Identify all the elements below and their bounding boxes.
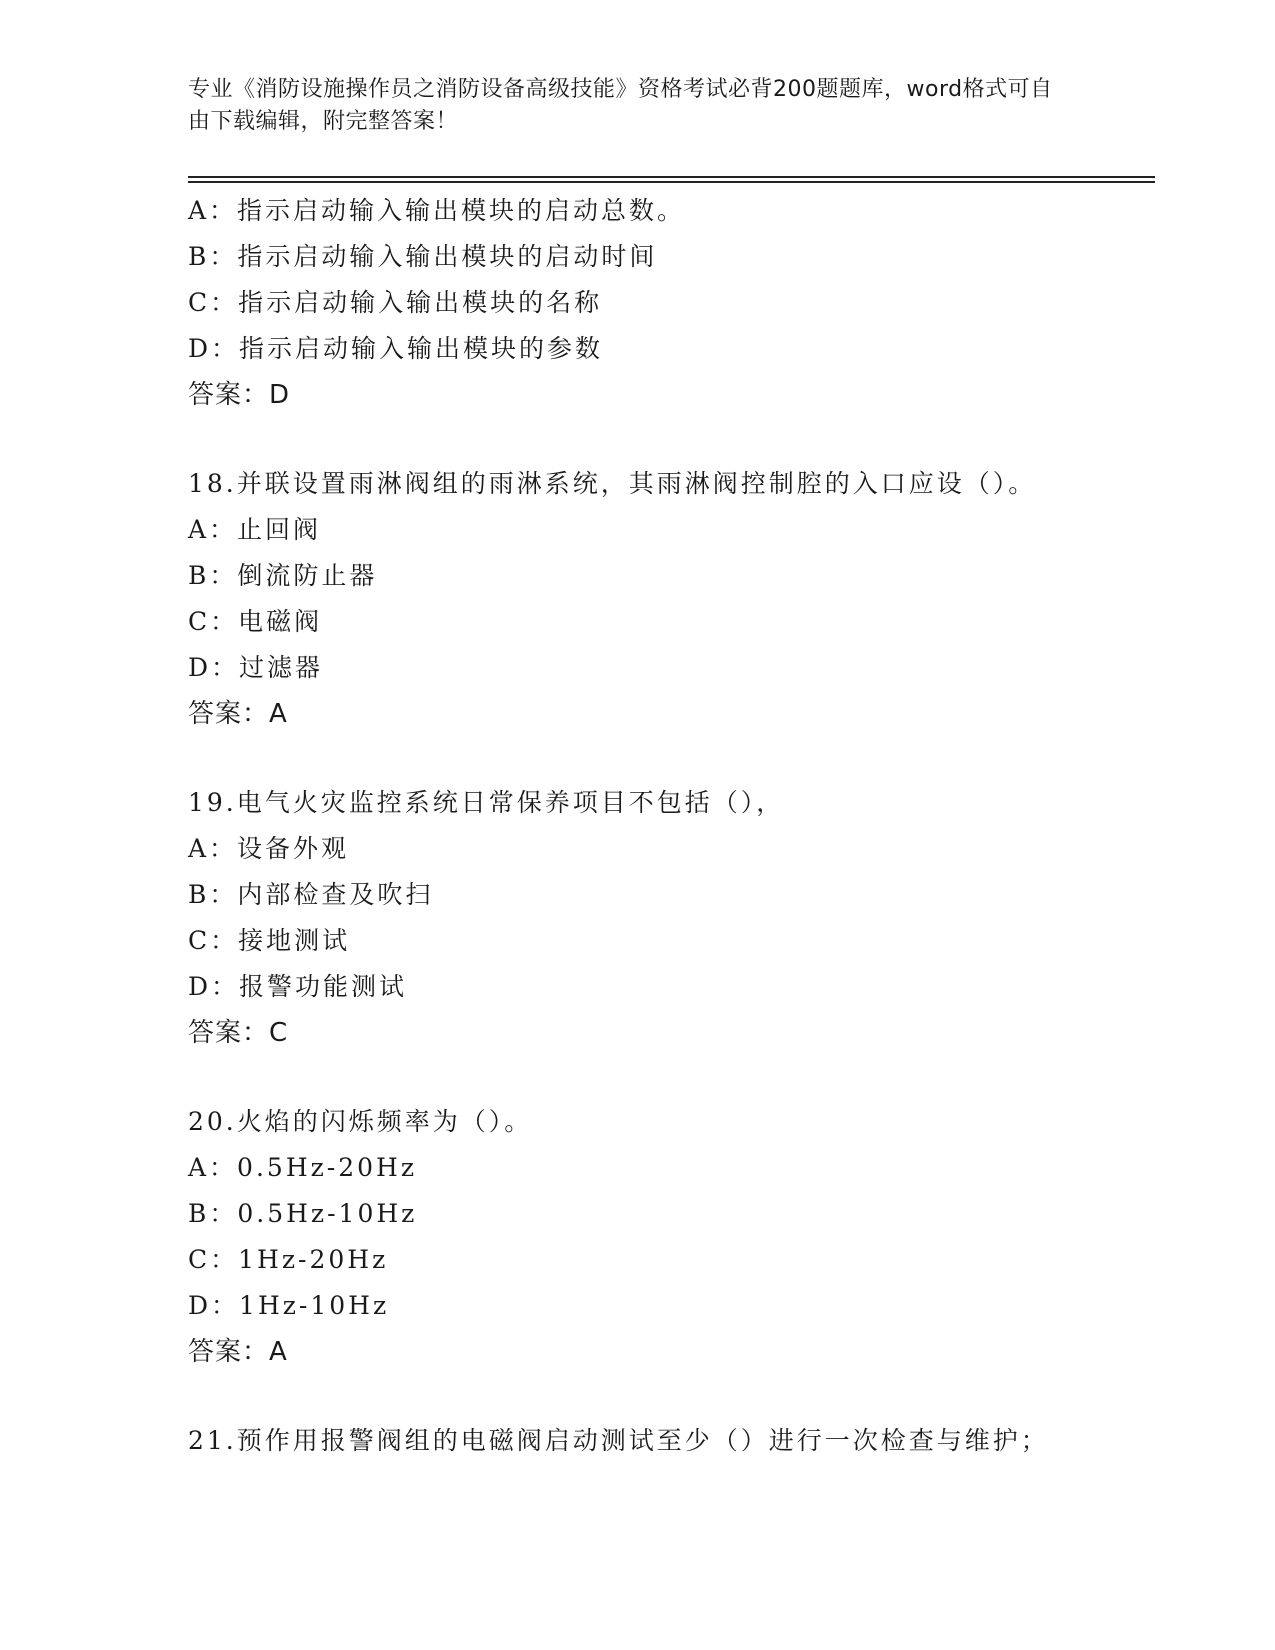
- answer: 答案：D: [188, 380, 291, 410]
- option-c: C：电磁阀: [188, 607, 323, 636]
- question-stem: 20.火焰的闪烁频率为（）。: [188, 1107, 533, 1136]
- option-a: A：设备外观: [188, 834, 350, 863]
- question-stem: 19.电气火灾监控系统日常保养项目不包括（），: [188, 788, 785, 817]
- header-rule-top: [188, 176, 1155, 178]
- option-c: C：1Hz-20Hz: [188, 1245, 389, 1274]
- answer: 答案：A: [188, 1337, 288, 1367]
- document-header: 专业《消防设施操作员之消防设备高级技能》资格考试必背200题题库，word格式可自由下载编辑，附完整答案！: [188, 77, 1053, 134]
- option-d: D：1Hz-10Hz: [188, 1291, 390, 1320]
- option-d: D：报警功能测试: [188, 972, 408, 1001]
- option-d: D：指示启动输入输出模块的参数: [188, 334, 604, 363]
- option-c: C：指示启动输入输出模块的名称: [188, 288, 603, 317]
- question-19: [188, 780, 1168, 1056]
- question-stem: 18.并联设置雨淋阀组的雨淋系统，其雨淋阀控制腔的入口应设（）。: [188, 469, 1037, 498]
- option-a: A：止回阀: [188, 515, 322, 544]
- header-rule-bottom: [188, 181, 1155, 183]
- option-b: B：倒流防止器: [188, 561, 378, 590]
- question-18: [188, 461, 1168, 737]
- question-17-continued: [188, 188, 1168, 418]
- option-a: A：0.5Hz-20Hz: [188, 1153, 418, 1182]
- option-a: A：指示启动输入输出模块的启动总数。: [188, 196, 686, 225]
- option-b: B：指示启动输入输出模块的启动时间: [188, 242, 658, 271]
- answer: 答案：C: [188, 1018, 289, 1048]
- option-b: B：内部检查及吹扫: [188, 880, 434, 909]
- option-d: D：过滤器: [188, 653, 324, 682]
- option-c: C：接地测试: [188, 926, 351, 955]
- answer: 答案：A: [188, 699, 288, 729]
- question-20: [188, 1099, 1168, 1375]
- question-stem: 21.预作用报警阀组的电磁阀启动测试至少（）进行一次检查与维护；: [188, 1426, 1049, 1455]
- question-21: [188, 1418, 1168, 1464]
- option-b: B：0.5Hz-10Hz: [188, 1199, 418, 1228]
- question-list: [188, 188, 1168, 1464]
